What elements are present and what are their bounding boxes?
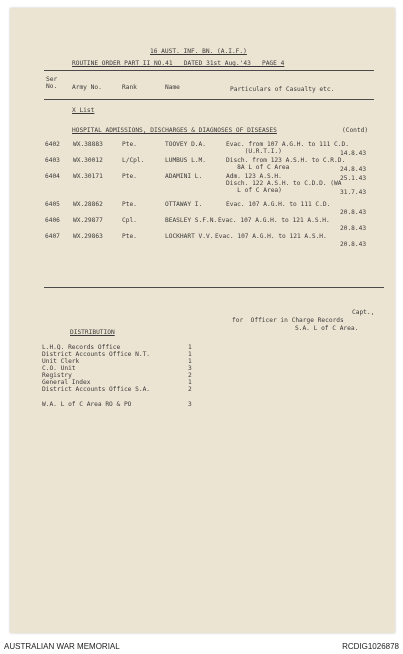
row-date: 24.8.43 xyxy=(340,166,367,173)
distribution-count: 3 xyxy=(188,401,192,408)
distribution-count: 1 xyxy=(188,344,192,351)
row-name: BEASLEY S.F.N. xyxy=(165,217,218,224)
signature-line1: for Officer in Charge Records xyxy=(232,317,344,324)
distribution-label: C.O. Unit xyxy=(42,365,76,372)
order-line: ROUTINE ORDER PART II NO.41 DATED 31st Aug.'43 PAGE 4 xyxy=(72,60,285,67)
row-name: LOCKHART V.V. xyxy=(165,233,214,240)
row-name: OTTAWAY I. xyxy=(165,201,203,208)
row-army-no: WX.29863 xyxy=(73,233,103,240)
row-particulars: Evac. 107 A.G.H. to 121 A.S.H. xyxy=(215,233,327,240)
row-name: TOOVEY D.A. xyxy=(165,141,206,148)
row-particulars: Evac. 107 A.G.H. to 111 C.D. xyxy=(226,201,331,208)
archive-footer xyxy=(0,638,403,654)
col-army-no: Army No. xyxy=(72,84,102,91)
col-particulars: Particulars of Casualty etc. xyxy=(230,86,335,93)
row-rank: Pte. xyxy=(122,141,137,148)
distribution-label: General Index xyxy=(42,379,91,386)
row-particulars: Evac. from 107 A.G.H. to 111 C.D. (U.R.T.I.) xyxy=(226,141,349,155)
row-army-no: WX.38883 xyxy=(73,141,103,148)
col-name: Name xyxy=(165,84,180,91)
row-serial: 6404 xyxy=(45,173,60,180)
row-date: 20.8.43 xyxy=(340,209,367,216)
row-army-no: WX.28862 xyxy=(73,201,103,208)
distribution-count: 1 xyxy=(188,358,192,365)
distribution-count: 1 xyxy=(188,379,192,386)
closing-rule xyxy=(44,287,384,288)
row-serial: 6403 xyxy=(45,157,60,164)
x-list-label: X List xyxy=(72,107,95,114)
distribution-label: W.A. L of C Area RO & PO xyxy=(42,401,132,408)
row-name: ADAMINI L. xyxy=(165,173,203,180)
distribution-label: District Accounts Office S.A. xyxy=(42,386,151,393)
archive-reference: RCDIG1026878 xyxy=(342,642,399,651)
row-rank: L/Cpl. xyxy=(122,157,145,164)
row-serial: 6406 xyxy=(45,217,60,224)
distribution-count: 3 xyxy=(188,365,192,372)
row-date: 20.8.43 xyxy=(340,225,367,232)
archive-name: AUSTRALIAN WAR MEMORIAL xyxy=(4,642,120,651)
row-particulars: Disch. from 123 A.S.H. to C.R.D. 8A L of C Area xyxy=(226,157,346,171)
row-army-no: WX.30012 xyxy=(73,157,103,164)
section-heading: HOSPITAL ADMISSIONS, DISCHARGES & DIAGNOSES OF DISEASES xyxy=(72,127,277,134)
row-army-no: WX.29877 xyxy=(73,217,103,224)
section-contd: (Contd) xyxy=(342,127,369,134)
row-particulars: Adm. 123 A.S.H. Disch. 122 A.S.H. to C.D.D. (WA L of C Area) xyxy=(226,173,342,194)
row-rank: Pte. xyxy=(122,233,137,240)
row-serial: 6402 xyxy=(45,141,60,148)
document-page xyxy=(10,8,395,633)
distribution-label: District Accounts Office N.T. xyxy=(42,351,151,358)
row-particulars: Evac. 107 A.G.H. to 121 A.S.H. xyxy=(218,217,330,224)
row-serial: 6405 xyxy=(45,201,60,208)
row-name: LUMBUS L.M. xyxy=(165,157,206,164)
row-serial: 6407 xyxy=(45,233,60,240)
row-rank: Pte. xyxy=(122,201,137,208)
distribution-count: 2 xyxy=(188,386,192,393)
header-rule-top xyxy=(44,70,374,71)
signature-capt: Capt., xyxy=(352,309,375,316)
distribution-label: Unit Clerk xyxy=(42,358,80,365)
distribution-label: Registry xyxy=(42,372,72,379)
col-serial: Ser No. xyxy=(46,76,58,90)
distribution-count: 2 xyxy=(188,372,192,379)
distribution-count: 1 xyxy=(188,351,192,358)
signature-line2: S.A. L of C Area. xyxy=(295,325,359,332)
row-date: 14.8.43 xyxy=(340,150,367,157)
unit-title: 16 AUST. INF. BN. (A.I.F.) xyxy=(150,48,247,55)
row-rank: Pte. xyxy=(122,173,137,180)
row-date: 20.8.43 xyxy=(340,241,367,248)
distribution-label: L.H.Q. Records Office xyxy=(42,344,121,351)
header-rule-bottom xyxy=(44,99,374,100)
row-date: 25.1.43 31.7.43 xyxy=(340,175,367,196)
col-rank: Rank xyxy=(122,84,137,91)
row-rank: Cpl. xyxy=(122,217,137,224)
row-army-no: WX.30171 xyxy=(73,173,103,180)
distribution-title: DISTRIBUTION xyxy=(70,329,115,336)
